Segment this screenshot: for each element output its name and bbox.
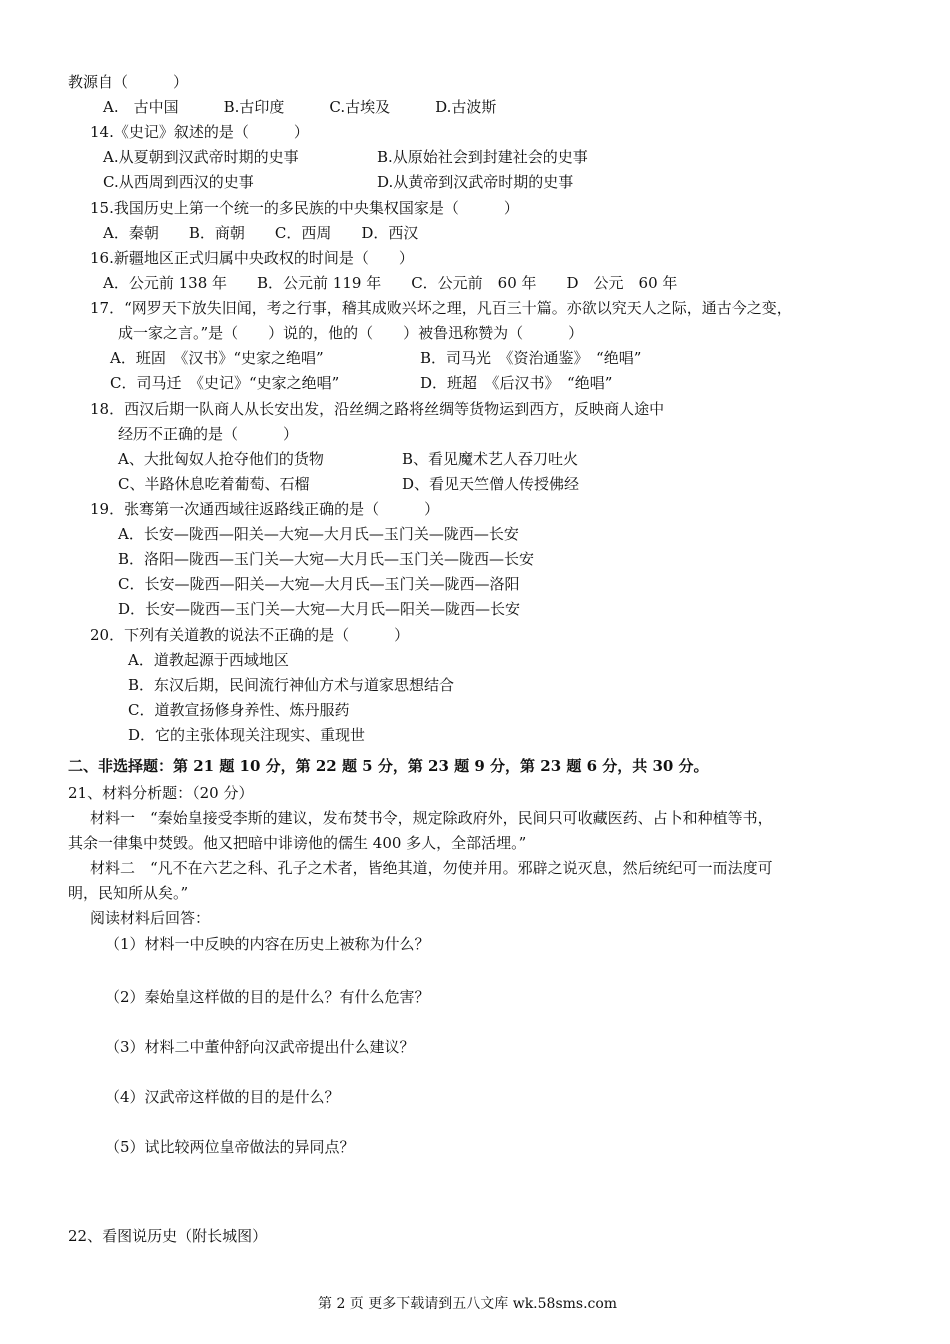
q14-stem: 14.《史记》叙述的是（ ） <box>90 123 309 141</box>
q18-stem-cont: 经历不正确的是（ ） <box>118 425 299 443</box>
q16-options: A．公元前 138 年 B．公元前 119 年 C．公元前 60 年 D 公元 60 年 <box>103 274 678 292</box>
q18-option-d: D、看见天竺僧人传授佛经 <box>402 475 580 493</box>
q17-stem: 17．“网罗天下放失旧闻，考之行事，稽其成败兴坏之理，凡百三十篇。亦欲以究天人之际，通古今之变， <box>90 299 792 317</box>
q20-option-c: C．道教宣扬修身养性、炼丹服药 <box>128 701 350 719</box>
q18-option-c: C、半路休息吃着葡萄、石榴 <box>118 475 310 493</box>
q16-stem: 16.新疆地区正式归属中央政权的时间是（ ） <box>90 249 414 267</box>
q18-option-a: A、大批匈奴人抢夺他们的货物 <box>118 450 324 468</box>
q22-heading: 22、看图说历史（附长城图） <box>68 1227 268 1245</box>
q20-stem: 20．下列有关道教的说法不正确的是（ ） <box>90 626 410 644</box>
q21-part-3: （3）材料二中董仲舒向汉武帝提出什么建议？ <box>105 1038 415 1056</box>
material-1: 材料一 “秦始皇接受李斯的建议，发布焚书令，规定除政府外，民间只可收藏医药、占卜和种植等书， <box>90 809 773 827</box>
q19-stem: 19．张骞第一次通西域往返路线正确的是（ ） <box>90 500 440 518</box>
q20-option-b: B．东汉后期，民间流行神仙方术与道家思想结合 <box>128 676 455 694</box>
section-2-heading: 二、非选择题：第 21 题 10 分，第 22 题 5 分，第 23 题 9 分，第 23 题 6 分，共 30 分。 <box>68 757 709 775</box>
material-2: 材料二 “凡不在六艺之科、孔子之术者，皆绝其道，勿使并用。邪辟之说灭息，然后统纪可一而法度可 <box>90 859 773 877</box>
q18-option-b: B、看见魔术艺人吞刀吐火 <box>402 450 579 468</box>
q19-option-d: D．长安—陇西—玉门关—大宛—大月氏—阳关—陇西—长安 <box>118 600 521 618</box>
page-footer: 第 2 页 更多下载请到五八文库 wk.58sms.com <box>318 1296 618 1312</box>
q17-stem-cont: 成一家之言。”是（ ）说的，他的（ ）被鲁迅称赞为（ ） <box>118 324 584 342</box>
q21-heading: 21、材料分析题：（20 分） <box>68 784 254 802</box>
q17-option-c: C．司马迁 《史记》“史家之绝唱” <box>110 374 340 392</box>
q19-option-c: C．长安—陇西—阳关—大宛—大月氏—玉门关—陇西—洛阳 <box>118 575 520 593</box>
q14-option-d: D.从黄帝到汉武帝时期的史事 <box>377 173 574 191</box>
q13-options: A. 古中国 B.古印度 C.古埃及 D.古波斯 <box>103 98 497 116</box>
q18-stem: 18．西汉后期一队商人从长安出发，沿丝绸之路将丝绸等货物运到西方，反映商人途中 <box>90 400 665 418</box>
q17-option-a: A．班固 《汉书》“史家之绝唱” <box>110 349 324 367</box>
q15-options: A．秦朝 B．商朝 C．西周 D．西汉 <box>103 224 419 242</box>
q20-option-d: D．它的主张体现关注现实、重现世 <box>128 726 366 744</box>
q21-part-2: （2）秦始皇这样做的目的是什么？有什么危害？ <box>105 988 430 1006</box>
q19-option-b: B．洛阳—陇西—玉门关—大宛—大月氏—玉门关—陇西—长安 <box>118 550 535 568</box>
material-2-cont: 明，民知所从矣。” <box>68 884 189 902</box>
material-1-cont: 其余一律集中焚毁。他又把暗中诽谤他的儒生 400 多人，全部活埋。” <box>68 834 527 852</box>
q21-part-5: （5）试比较两位皇帝做法的异同点？ <box>105 1138 355 1156</box>
q14-option-a: A.从夏朝到汉武帝时期的史事 <box>103 148 299 166</box>
q20-option-a: A．道教起源于西域地区 <box>128 651 289 669</box>
q19-option-a: A．长安—陇西—阳关—大宛—大月氏—玉门关—陇西—长安 <box>118 525 519 543</box>
q14-option-c: C.从西周到西汉的史事 <box>103 173 254 191</box>
q17-option-b: B．司马光 《资治通鉴》 “绝唱” <box>420 349 642 367</box>
q13-stem-end: 教源自（ ） <box>68 73 189 91</box>
q15-stem: 15.我国历史上第一个统一的多民族的中央集权国家是（ ） <box>90 199 519 217</box>
q14-option-b: B.从原始社会到封建社会的史事 <box>377 148 588 166</box>
q21-part-4: （4）汉武帝这样做的目的是什么？ <box>105 1088 340 1106</box>
q17-option-d: D．班超 《后汉书》 “绝唱” <box>420 374 613 392</box>
q21-part-1: （1）材料一中反映的内容在历史上被称为什么？ <box>105 935 430 953</box>
read-instruction: 阅读材料后回答： <box>90 909 211 927</box>
